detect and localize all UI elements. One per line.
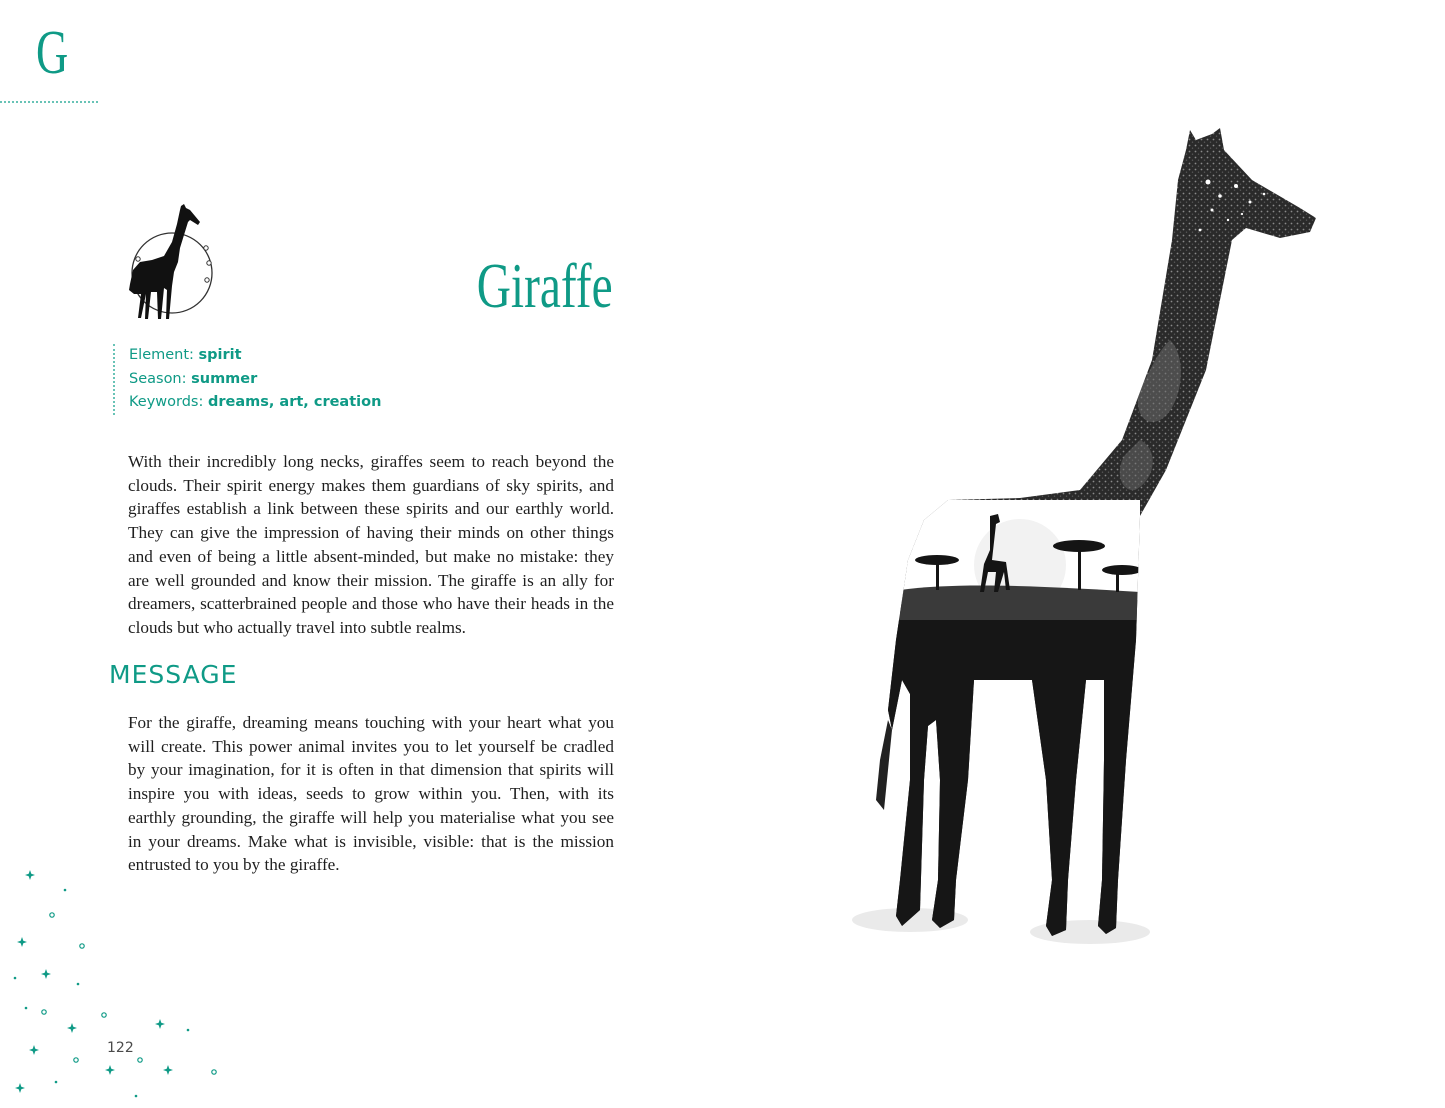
star-sparkle-decoration (0, 860, 230, 1108)
star-sparkle-icon (163, 1065, 173, 1075)
star-ring-icon (42, 1010, 46, 1014)
star-ring-icon (138, 1058, 142, 1062)
star-sparkle-icon (155, 1019, 165, 1029)
star-sparkle-icon (25, 870, 35, 880)
star-sparkle-icon (17, 937, 27, 947)
star-ring-icon (74, 1058, 78, 1062)
star-ring-icon (212, 1070, 216, 1074)
star-dot-icon (55, 1081, 58, 1084)
giraffe-illustration (840, 120, 1330, 960)
keywords-value: dreams, art, creation (207, 394, 382, 410)
star-sparkle-icon (105, 1065, 115, 1075)
star-ring-icon (80, 944, 84, 948)
page-number: 122 (107, 1040, 134, 1056)
star-sparkle-icon (29, 1045, 39, 1055)
season-value: summer (191, 370, 258, 387)
star-dot-icon (25, 1007, 28, 1010)
intro-paragraph: With their incredibly long necks, giraffes seem to reach beyond the clouds. Their spirit energy makes them guardians of sky spirits, and giraffes establish a link between these spirits and our earthly world. They can give the impression of having their minds on other things and even of being a little absent-minded, but make no mistake: they are well grounded and know their mission. The giraffe is an ally for dreamers, scatterbrained people and those who have their heads in the clouds but who actually travel into subtle realms. (128, 452, 614, 637)
message-heading: MESSAGE (109, 660, 238, 689)
letter-divider (0, 101, 98, 103)
star-dot-icon (64, 889, 67, 892)
section-letter: G (36, 19, 69, 87)
star-sparkle-icon (15, 1083, 25, 1093)
message-paragraph: For the giraffe, dreaming means touching with your heart what you will create. This power animal invites you to let yourself be cradled by your imagination, for it is often in that dimension that spirits will inspire you with ideas, seeds to grow within you. Then, with its earthly grounding, the giraffe will help you materialise what you see in your dreams. Make what is invisible, visible: that is the mission entrusted to you by the giraffe. (128, 713, 614, 875)
attributes-list (113, 344, 381, 415)
giraffe-emblem-icon (124, 200, 224, 325)
season-label: Season: (129, 370, 187, 387)
element-attribute (129, 344, 381, 368)
star-sparkle-icon (41, 969, 51, 979)
element-value: spirit (198, 347, 242, 363)
element-label: Element: (129, 347, 194, 363)
star-dot-icon (187, 1029, 190, 1032)
keywords-label: Keywords: (129, 394, 204, 410)
star-ring-icon (102, 1013, 106, 1017)
star-ring-icon (50, 913, 54, 917)
star-dot-icon (77, 983, 80, 986)
page-title: Giraffe (477, 250, 613, 321)
star-dot-icon (135, 1095, 138, 1098)
star-sparkle-icon (67, 1023, 77, 1033)
star-dot-icon (14, 977, 17, 980)
season-attribute (129, 368, 381, 392)
keywords-attribute (129, 391, 381, 415)
